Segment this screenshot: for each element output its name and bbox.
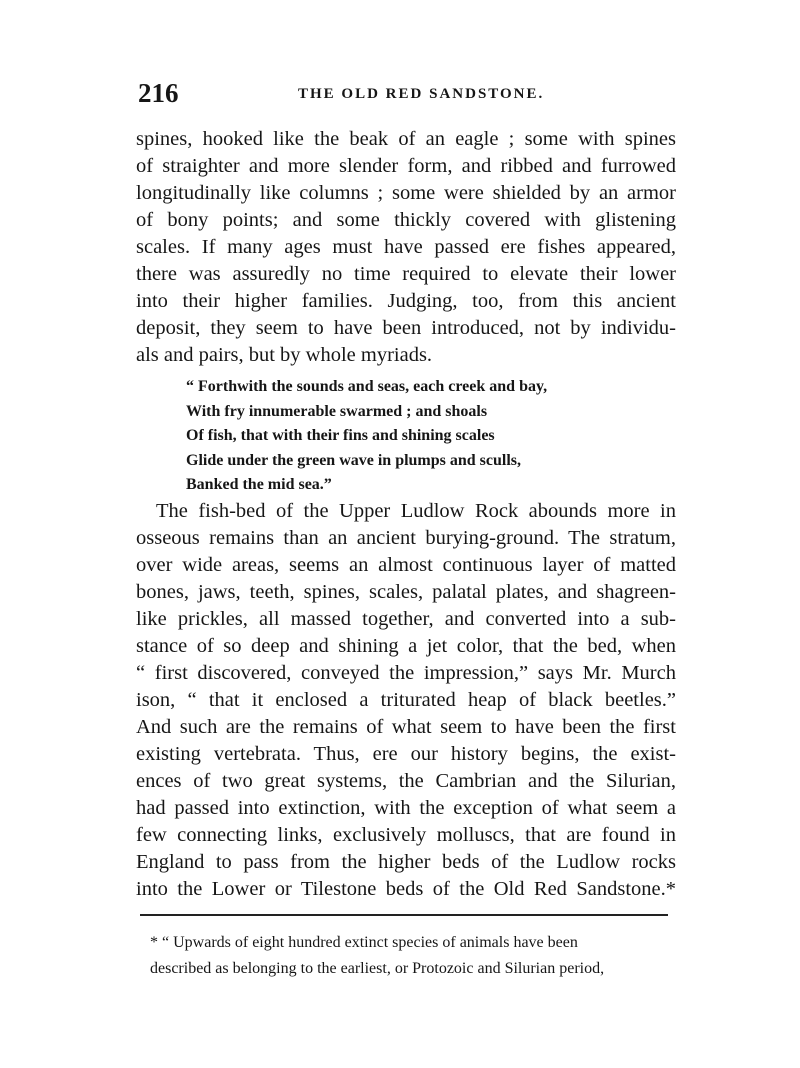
- verse-line: With fry innumerable swarmed ; and shoals: [186, 402, 488, 420]
- verse-quotation: [186, 375, 606, 498]
- footnote-line: described as belonging to the earliest, or Protozoic and Silurian period,: [150, 960, 605, 977]
- text-line: there was assuredly no time required to elevate their lower: [136, 263, 676, 285]
- text-line: longitudinally like columns ; some were shielded by an armor: [136, 182, 676, 204]
- text-line: ences of two great systems, the Cambrian and the Silurian,: [136, 770, 676, 792]
- text-line: bones, jaws, teeth, spines, scales, palatal plates, and shagreen-: [136, 581, 676, 603]
- text-line: existing vertebrata. Thus, ere our history begins, the exist-: [136, 743, 676, 765]
- verse-line: Of fish, that with their fins and shining scales: [186, 427, 495, 444]
- text-line: ison, “ that it enclosed a triturated heap of black beetles.”: [136, 689, 676, 711]
- footnote: [150, 930, 675, 982]
- footnote-line: * “ Upwards of eight hundred extinct species of animals have been: [150, 934, 578, 951]
- page-number: 216: [138, 78, 179, 108]
- running-title: THE OLD RED SANDSTONE.: [298, 86, 545, 102]
- verse-line: “ Forthwith the sounds and seas, each creek and bay,: [186, 378, 548, 395]
- text-line: osseous remains than an ancient burying-ground. The stratum,: [136, 527, 676, 549]
- text-line: England to pass from the higher beds of the Ludlow rocks: [136, 851, 676, 873]
- text-line: over wide areas, seems an almost continuous layer of matted: [136, 554, 676, 576]
- text-line: had passed into extinction, with the exception of what seem a: [136, 797, 676, 819]
- paragraph-2: [136, 498, 676, 903]
- footnote-divider: [140, 914, 668, 916]
- page-header: [138, 76, 670, 112]
- text-line: spines, hooked like the beak of an eagle ; some with spines: [136, 128, 676, 150]
- text-line: like prickles, all massed together, and converted into a sub-: [136, 608, 676, 630]
- text-line: into the Lower or Tilestone beds of the Old Red Sandstone.*: [136, 878, 676, 900]
- verse-line: Glide under the green wave in plumps and sculls,: [186, 451, 522, 469]
- text-line: And such are the remains of what seem to have been the first: [136, 716, 676, 738]
- text-line: als and pairs, but by whole myriads.: [136, 344, 433, 366]
- verse-line: Banked the mid sea.”: [186, 476, 332, 493]
- text-line: of bony points; and some thickly covered with glistening: [136, 209, 676, 231]
- text-line: into their higher families. Judging, too, from this ancient: [136, 290, 676, 312]
- text-line: scales. If many ages must have passed ere fishes appeared,: [136, 236, 676, 258]
- text-line: few connecting links, exclusively molluscs, that are found in: [136, 824, 676, 846]
- paragraph-1: [136, 126, 676, 369]
- text-line: deposit, they seem to have been introduced, not by individu-: [136, 317, 676, 339]
- text-line: The fish-bed of the Upper Ludlow Rock abounds more in: [156, 500, 676, 522]
- text-line: stance of so deep and shining a jet color, that the bed, when: [136, 635, 676, 657]
- text-line: of straighter and more slender form, and ribbed and furrowed: [136, 155, 676, 177]
- text-line: “ first discovered, conveyed the impression,” says Mr. Murch: [136, 662, 676, 684]
